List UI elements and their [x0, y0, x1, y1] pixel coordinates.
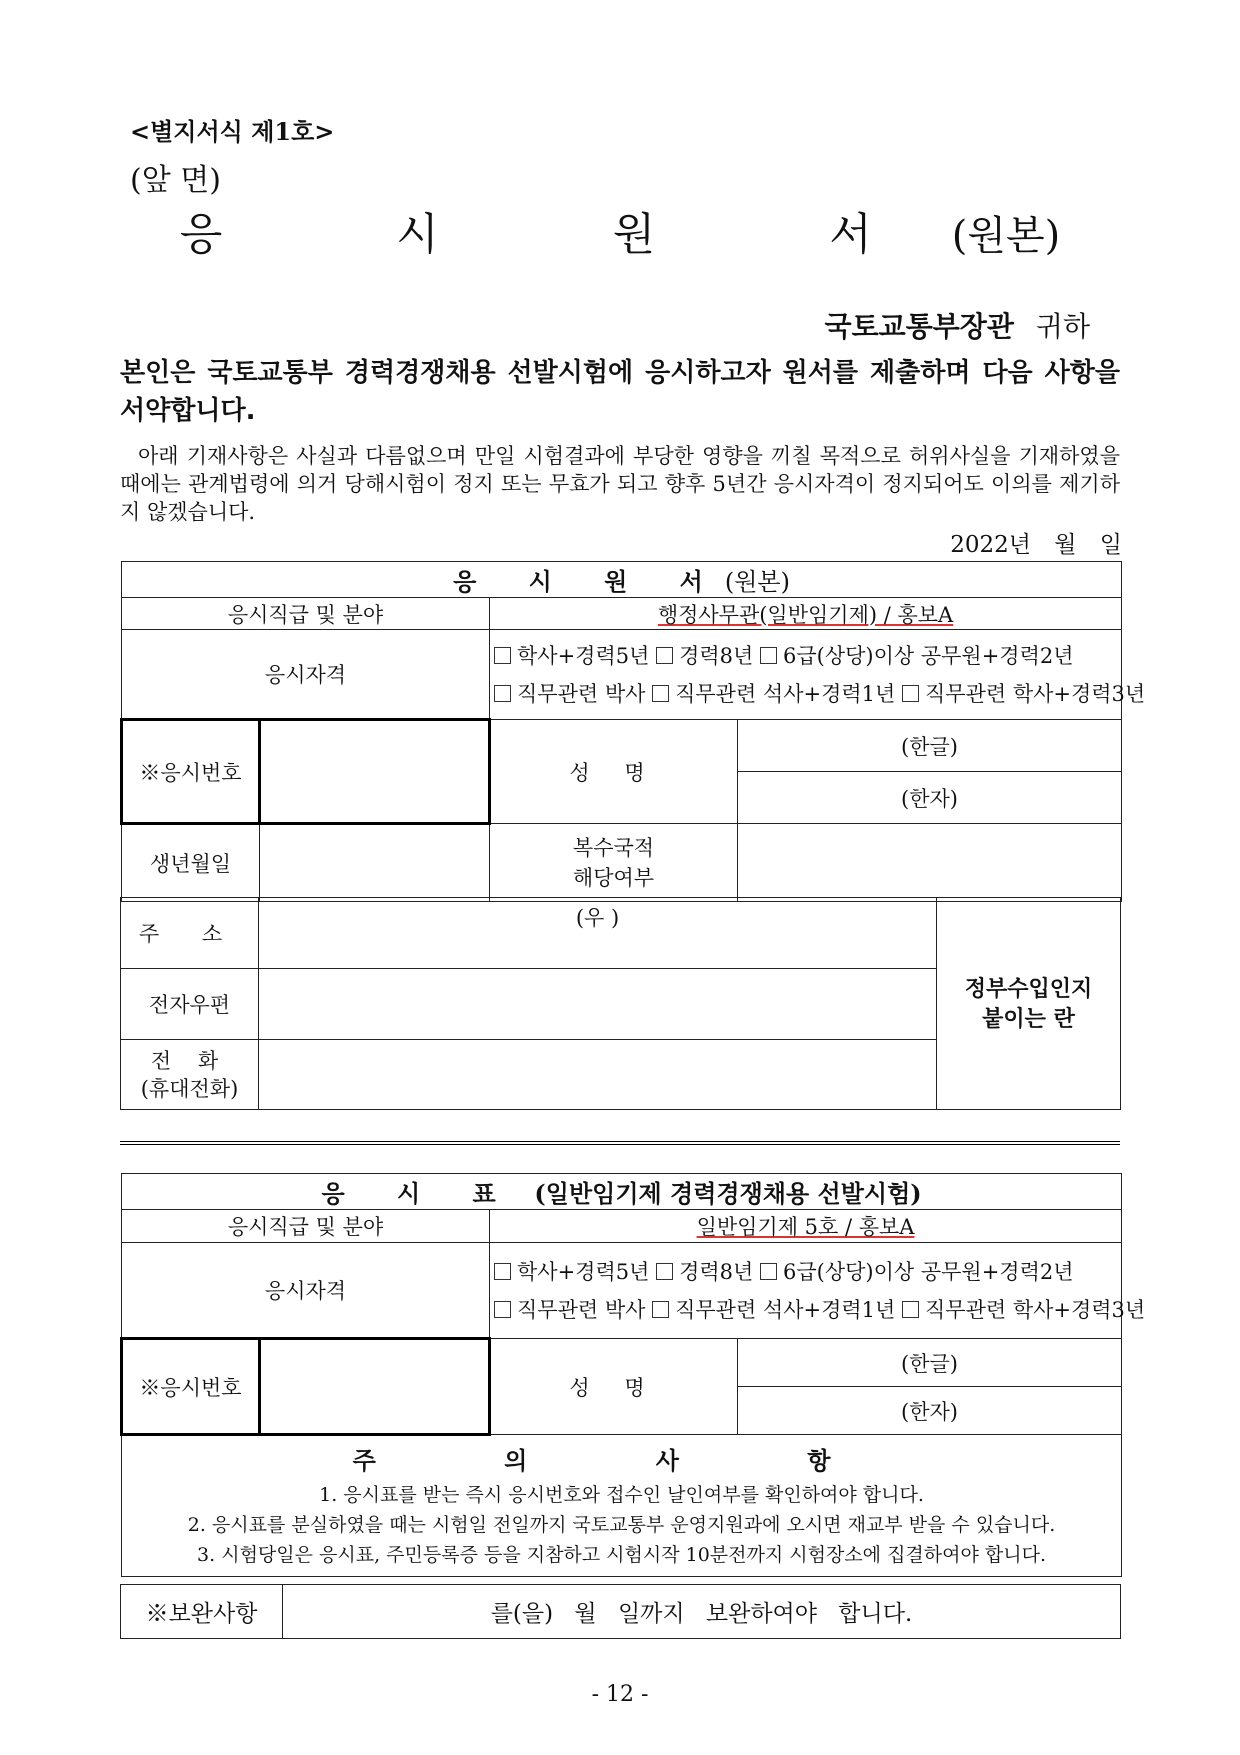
- stamp-area: 정부수입인지 붙이는 란: [937, 898, 1121, 1110]
- ticket-qualification-label: 응시자격: [122, 1243, 490, 1339]
- ticket-exam-number-label: ※응시번호: [122, 1339, 260, 1435]
- checkbox[interactable]: [656, 647, 673, 664]
- ticket-grade-label: 응시직급 및 분야: [122, 1210, 490, 1243]
- ticket-name-label: 성 명: [490, 1339, 738, 1435]
- supplement-field[interactable]: 를(을) 월 일까지 보완하여야 합니다.: [283, 1585, 1121, 1639]
- addressee-name: 국토교통부장관: [824, 310, 1014, 343]
- pledge-text: 본인은 국토교통부 경력경쟁채용 선발시험에 응시하고자 원서를 제출하며 다음 사항을 서약합니다.: [120, 358, 1120, 426]
- checkbox[interactable]: [902, 685, 919, 702]
- name-korean-field[interactable]: (한글): [738, 720, 1122, 772]
- qualification-row-1: 학사+경력5년 경력8년 6급(상당)이상 공무원+경력2년: [494, 1253, 1117, 1291]
- name-hanja-field[interactable]: (한자): [738, 772, 1122, 824]
- checkbox[interactable]: [494, 647, 511, 664]
- notice-text: 아래 기재사항은 사실과 다름없으며 만일 시험결과에 부당한 영향을 끼칠 목적으로 허위사실을 기재하였을 때에는 관계법령에 의거 당해시험이 정지 또는 무효가 되고 향후 5년간 응시자격이 정지되어도 이의를 제기하지 않겠습니다.: [120, 444, 1120, 524]
- checkbox[interactable]: [760, 647, 777, 664]
- notes-heading: 주 의 사 항: [352, 1446, 891, 1475]
- address-label: 주 소: [121, 898, 259, 969]
- contact-table: [120, 897, 1121, 1110]
- checkbox[interactable]: [652, 685, 669, 702]
- checkbox[interactable]: [656, 1263, 673, 1280]
- qualification-label: 응시자격: [122, 630, 490, 720]
- checkbox[interactable]: [902, 1301, 919, 1318]
- ticket-exam-number-field[interactable]: [260, 1339, 490, 1435]
- qualification-row-2: 직무관련 박사 직무관련 석사+경력1년 직무관련 학사+경력3년: [494, 1291, 1117, 1329]
- application-table: [120, 561, 1146, 902]
- qualification-options: [490, 630, 1146, 720]
- addressee: [825, 305, 1090, 345]
- note-item: 1. 응시표를 받는 즉시 응시번호와 접수인 날인여부를 확인하여야 합니다.: [319, 1484, 924, 1506]
- email-field[interactable]: [259, 969, 937, 1040]
- ticket-grade-value[interactable]: 일반임기제 5호 / 홍보A: [490, 1210, 1122, 1243]
- dual-nationality-field[interactable]: [738, 824, 1122, 902]
- addressee-suffix: 귀하: [1035, 310, 1090, 343]
- supplement-label: ※보완사항: [121, 1585, 283, 1639]
- page-number: - 12 -: [591, 1682, 649, 1707]
- date-line: 2022년 월 일: [950, 532, 1122, 558]
- checkbox[interactable]: [760, 1263, 777, 1280]
- phone-field[interactable]: [259, 1040, 937, 1110]
- ticket-name-korean-field[interactable]: (한글): [738, 1339, 1122, 1387]
- application-heading: 응 시 원 서(원본): [122, 562, 1122, 598]
- title-main: 응 시 원 서: [179, 209, 952, 260]
- name-label: 성 명: [490, 720, 738, 824]
- form-id: <별지서식 제1호>: [130, 117, 335, 146]
- ticket-name-hanja-field[interactable]: (한자): [738, 1387, 1122, 1435]
- qualification-row-1: 학사+경력5년 경력8년 6급(상당)이상 공무원+경력2년: [494, 637, 1117, 675]
- grade-value[interactable]: 행정사무관(일반임기제) / 홍보A: [490, 598, 1122, 630]
- checkbox[interactable]: [652, 1301, 669, 1318]
- note-item: 3. 시험당일은 응시표, 주민등록증 등을 지참하고 시험시작 10분전까지 시험장소에 집결하여야 합니다.: [197, 1544, 1046, 1566]
- phone-label: 전 화 (휴대전화): [121, 1040, 259, 1110]
- ticket-qualification-options: [490, 1243, 1146, 1339]
- ticket-table: [120, 1173, 1146, 1577]
- cut-line: [120, 1141, 1120, 1145]
- page-title: [0, 198, 1240, 262]
- supplement-table: [120, 1584, 1121, 1639]
- checkbox[interactable]: [494, 1301, 511, 1318]
- title-suffix: (원본): [951, 213, 1061, 259]
- qualification-row-2: 직무관련 박사 직무관련 석사+경력1년 직무관련 학사+경력3년: [494, 675, 1117, 713]
- dual-nationality-label: 복수국적 해당여부: [490, 824, 738, 902]
- birth-field[interactable]: [260, 824, 490, 902]
- notes-section: [122, 1435, 1122, 1577]
- exam-number-field[interactable]: [260, 720, 490, 824]
- checkbox[interactable]: [494, 1263, 511, 1280]
- birth-label: 생년월일: [122, 824, 260, 902]
- exam-number-label: ※응시번호: [122, 720, 260, 824]
- note-item: 2. 응시표를 분실하였을 때는 시험일 전일까지 국토교통부 운영지원과에 오시면 재교부 받을 수 있습니다.: [187, 1514, 1056, 1536]
- ticket-heading: 응 시 표 (일반임기제 경력경쟁채용 선발시험): [122, 1174, 1122, 1210]
- side-label: (앞 면): [130, 163, 221, 198]
- address-field[interactable]: (우 ): [259, 898, 937, 969]
- checkbox[interactable]: [494, 685, 511, 702]
- grade-label: 응시직급 및 분야: [122, 598, 490, 630]
- email-label: 전자우편: [121, 969, 259, 1040]
